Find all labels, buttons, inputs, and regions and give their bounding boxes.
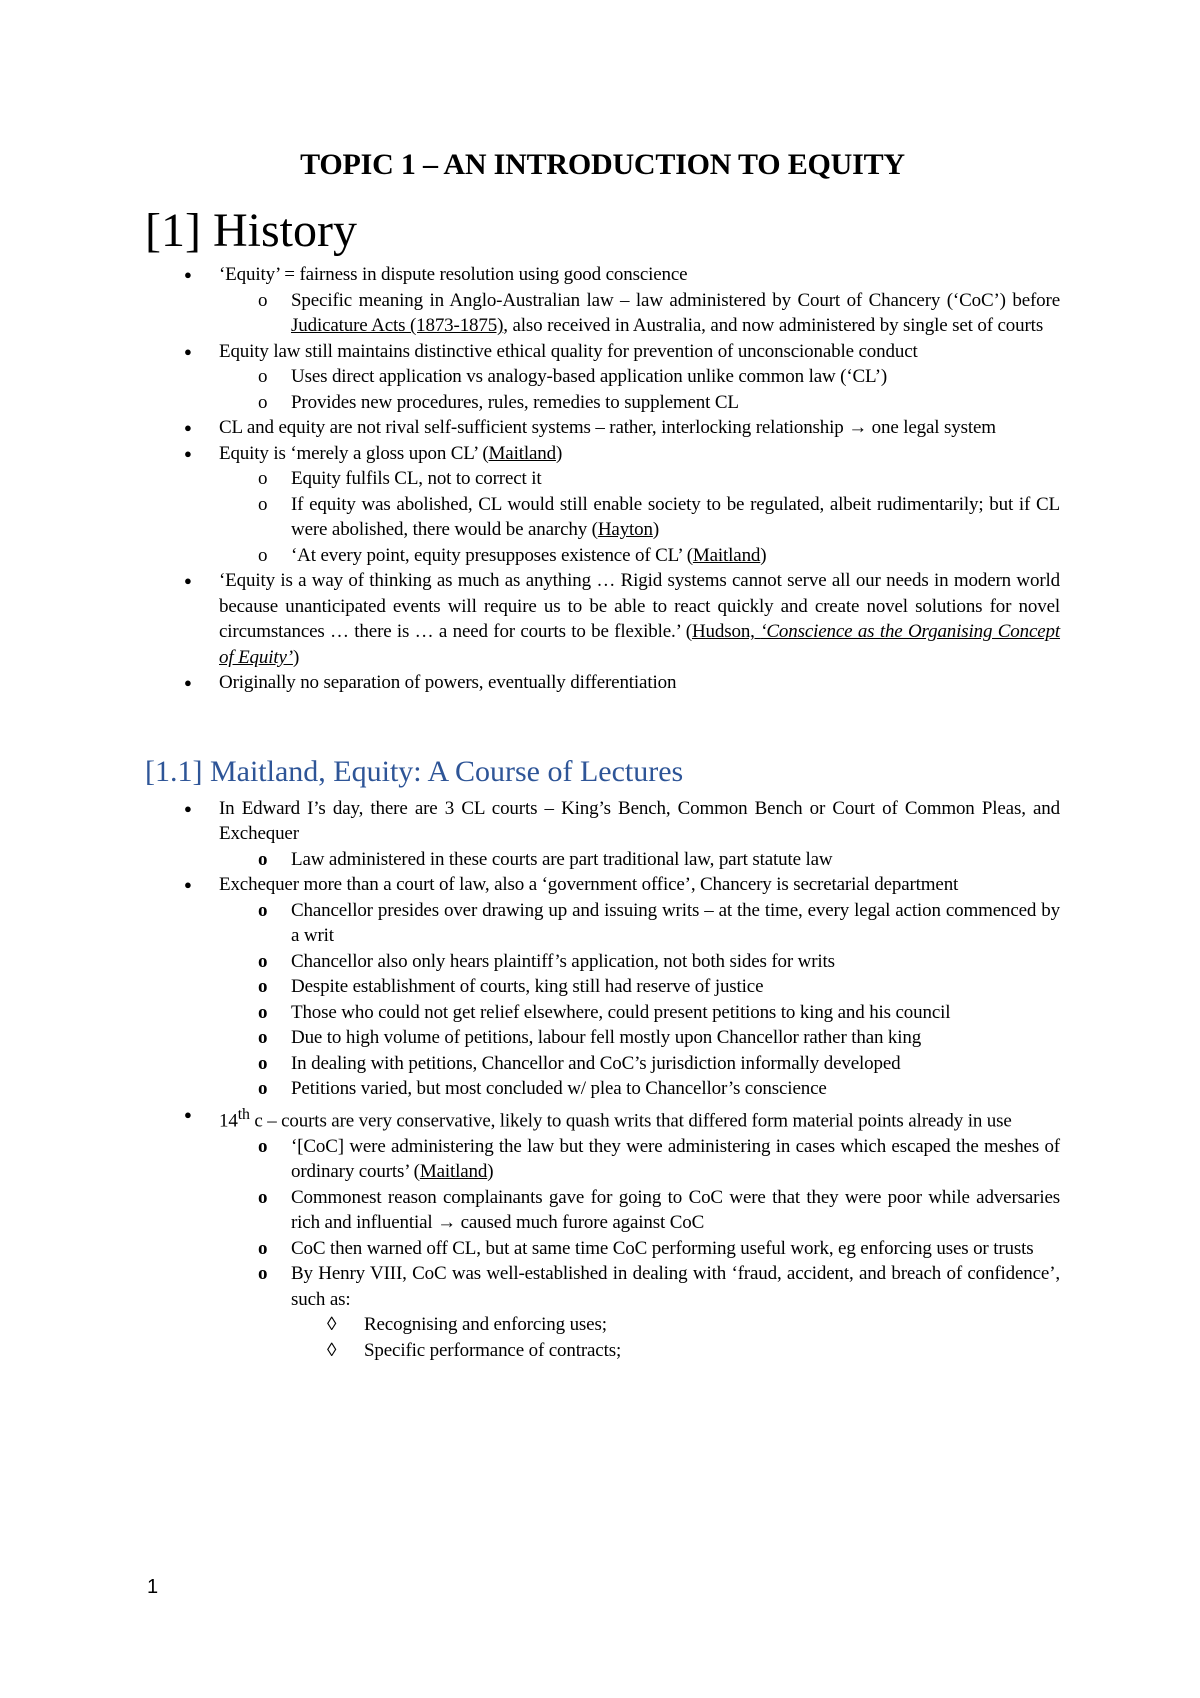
bullet-icon: ● (184, 675, 192, 691)
bullet-icon: ● (184, 267, 192, 283)
list-item: o Chancellor presides over drawing up and issuing writs – at the time, every legal action commenced by a writ (258, 899, 1060, 947)
list-item: ● In Edward I’s day, there are 3 CL courts – King’s Bench, Common Bench or Court of Common Pleas, and Exchequer (184, 797, 1060, 845)
list-item: o ‘[CoC] were administering the law but they were administering in cases which escaped the meshes of ordinary courts’ (Maitland) (258, 1135, 1060, 1183)
citation-link: Maitland (692, 544, 761, 566)
citation-link: Judicature Acts (1873-1875) (291, 315, 504, 337)
list-item: ◊ Specific performance of contracts; (145, 1338, 1060, 1364)
bullet-icon: ● (184, 1106, 192, 1122)
circle-bullet-icon: o (258, 848, 268, 870)
citation-title: ‘Conscience as the Organising Concept of Equity’ (219, 621, 1061, 668)
list-item: o Despite establishment of courts, king still had reserve of justice (145, 974, 1060, 1000)
citation-link: Hudson, (691, 621, 761, 643)
circle-bullet-icon: o (258, 544, 268, 566)
list-item: o ‘At every point, equity presupposes existence of CL’ (Maitland) (145, 543, 1060, 569)
list-item: o In dealing with petitions, Chancellor and CoC’s jurisdiction informally developed (145, 1051, 1060, 1077)
bullet-icon: ● (184, 445, 192, 461)
list-item: ● Originally no separation of powers, eventually differentiation (145, 670, 1060, 696)
list-item: o Provides new procedures, rules, remedies to supplement CL (145, 390, 1060, 416)
list-item: o CoC then warned off CL, but at same time CoC performing useful work, eg enforcing uses or trusts (145, 1236, 1060, 1262)
circle-bullet-icon: o (258, 391, 268, 413)
list-item: o Due to high volume of petitions, labour fell mostly upon Chancellor rather than king (145, 1025, 1060, 1051)
bullet-icon: ● (184, 343, 192, 359)
list-item: o Those who could not get relief elsewhere, could present petitions to king and his council (145, 1000, 1060, 1026)
list-item: o Law administered in these courts are part traditional law, part statute law (145, 847, 1060, 873)
bullet-icon: ● (184, 420, 192, 436)
circle-bullet-icon: o (258, 1078, 268, 1100)
circle-bullet-icon: o (258, 366, 268, 388)
document-title: TOPIC 1 – AN INTRODUCTION TO EQUITY (300, 148, 905, 181)
citation-link: Maitland (419, 1161, 488, 1183)
list-item: ● Equity law still maintains distinctive ethical quality for prevention of unconscionable conduct (145, 339, 1060, 365)
list-item: o Commonest reason complainants gave for going to CoC were that they were poor while adversaries rich and influential → caused much furore against CoC (258, 1186, 1060, 1234)
list-item: ● ‘Equity’ = fairness in dispute resolution using good conscience (145, 262, 1060, 288)
list-item: o If equity was abolished, CL would still enable society to be regulated, albeit rudimentarily; but if CL were abolished, there would be anarchy (Hayton) (258, 493, 1060, 541)
diamond-bullet-icon: ◊ (327, 1314, 337, 1336)
section-spacer (145, 696, 1060, 754)
circle-bullet-icon: o (258, 1001, 268, 1023)
history-list (145, 262, 1060, 696)
circle-bullet-icon: o (258, 1237, 268, 1259)
circle-bullet-icon: o (258, 1186, 268, 1208)
list-item: ● 14th c – courts are very conservative, likely to quash writs that differed form material points already in use (145, 1102, 1060, 1134)
list-item: ● Equity is ‘merely a gloss upon CL’ (Maitland) (145, 441, 1060, 467)
diamond-bullet-icon: ◊ (327, 1339, 337, 1361)
list-item: o Chancellor also only hears plaintiff’s application, not both sides for writs (145, 949, 1060, 975)
list-item: ◊ Recognising and enforcing uses; (145, 1312, 1060, 1338)
circle-bullet-icon: o (258, 976, 268, 998)
list-item: o Petitions varied, but most concluded w/ plea to Chancellor’s conscience (145, 1076, 1060, 1102)
circle-bullet-icon: o (258, 1027, 268, 1049)
maitland-list (145, 796, 1060, 1363)
list-item: o By Henry VIII, CoC was well-established in dealing with ‘fraud, accident, and breach of confidence’, such as: (258, 1263, 1060, 1310)
list-item: o Specific meaning in Anglo-Australian law – law administered by Court of Chancery (‘CoC’) before Judicature Acts (1873-1875), also received in Australia, and now administered by single set of courts (258, 289, 1060, 337)
page-number: 1 (147, 1576, 159, 1598)
bullet-icon: ● (184, 800, 192, 816)
list-item: ● ‘Equity is a way of thinking as much as anything … Rigid systems cannot serve all our needs in modern world because unanticipated events will require us to be able to react quickly and create novel solutions for novel circumstances … there is … a need for courts to be flexible.’ (Hudson, ‘Conscience as the Organising Concept of Equity’) (184, 570, 1061, 668)
circle-bullet-icon: o (258, 1052, 268, 1074)
circle-bullet-icon: o (258, 289, 268, 311)
list-item: ● CL and equity are not rival self-sufficient systems – rather, interlocking relationship → one legal system (145, 415, 1060, 441)
circle-bullet-icon: o (258, 493, 268, 515)
circle-bullet-icon: o (258, 899, 268, 921)
list-item: o Uses direct application vs analogy-based application unlike common law (‘CL’) (145, 364, 1060, 390)
heading-history: [1] History (145, 204, 357, 257)
bullet-icon: ● (184, 877, 192, 893)
citation-link: Maitland (488, 442, 556, 464)
circle-bullet-icon: o (258, 950, 268, 972)
heading-maitland: [1.1] Maitland, Equity: A Course of Lectures (145, 754, 684, 788)
list-item: o Equity fulfils CL, not to correct it (145, 466, 1060, 492)
page-content (145, 148, 1060, 1363)
circle-bullet-icon: o (258, 1263, 268, 1285)
circle-bullet-icon: o (258, 468, 268, 490)
bullet-icon: ● (184, 573, 192, 589)
citation-link: Hayton (597, 519, 653, 541)
circle-bullet-icon: o (258, 1135, 268, 1157)
list-item: ● Exchequer more than a court of law, also a ‘government office’, Chancery is secretarial department (145, 872, 1060, 898)
